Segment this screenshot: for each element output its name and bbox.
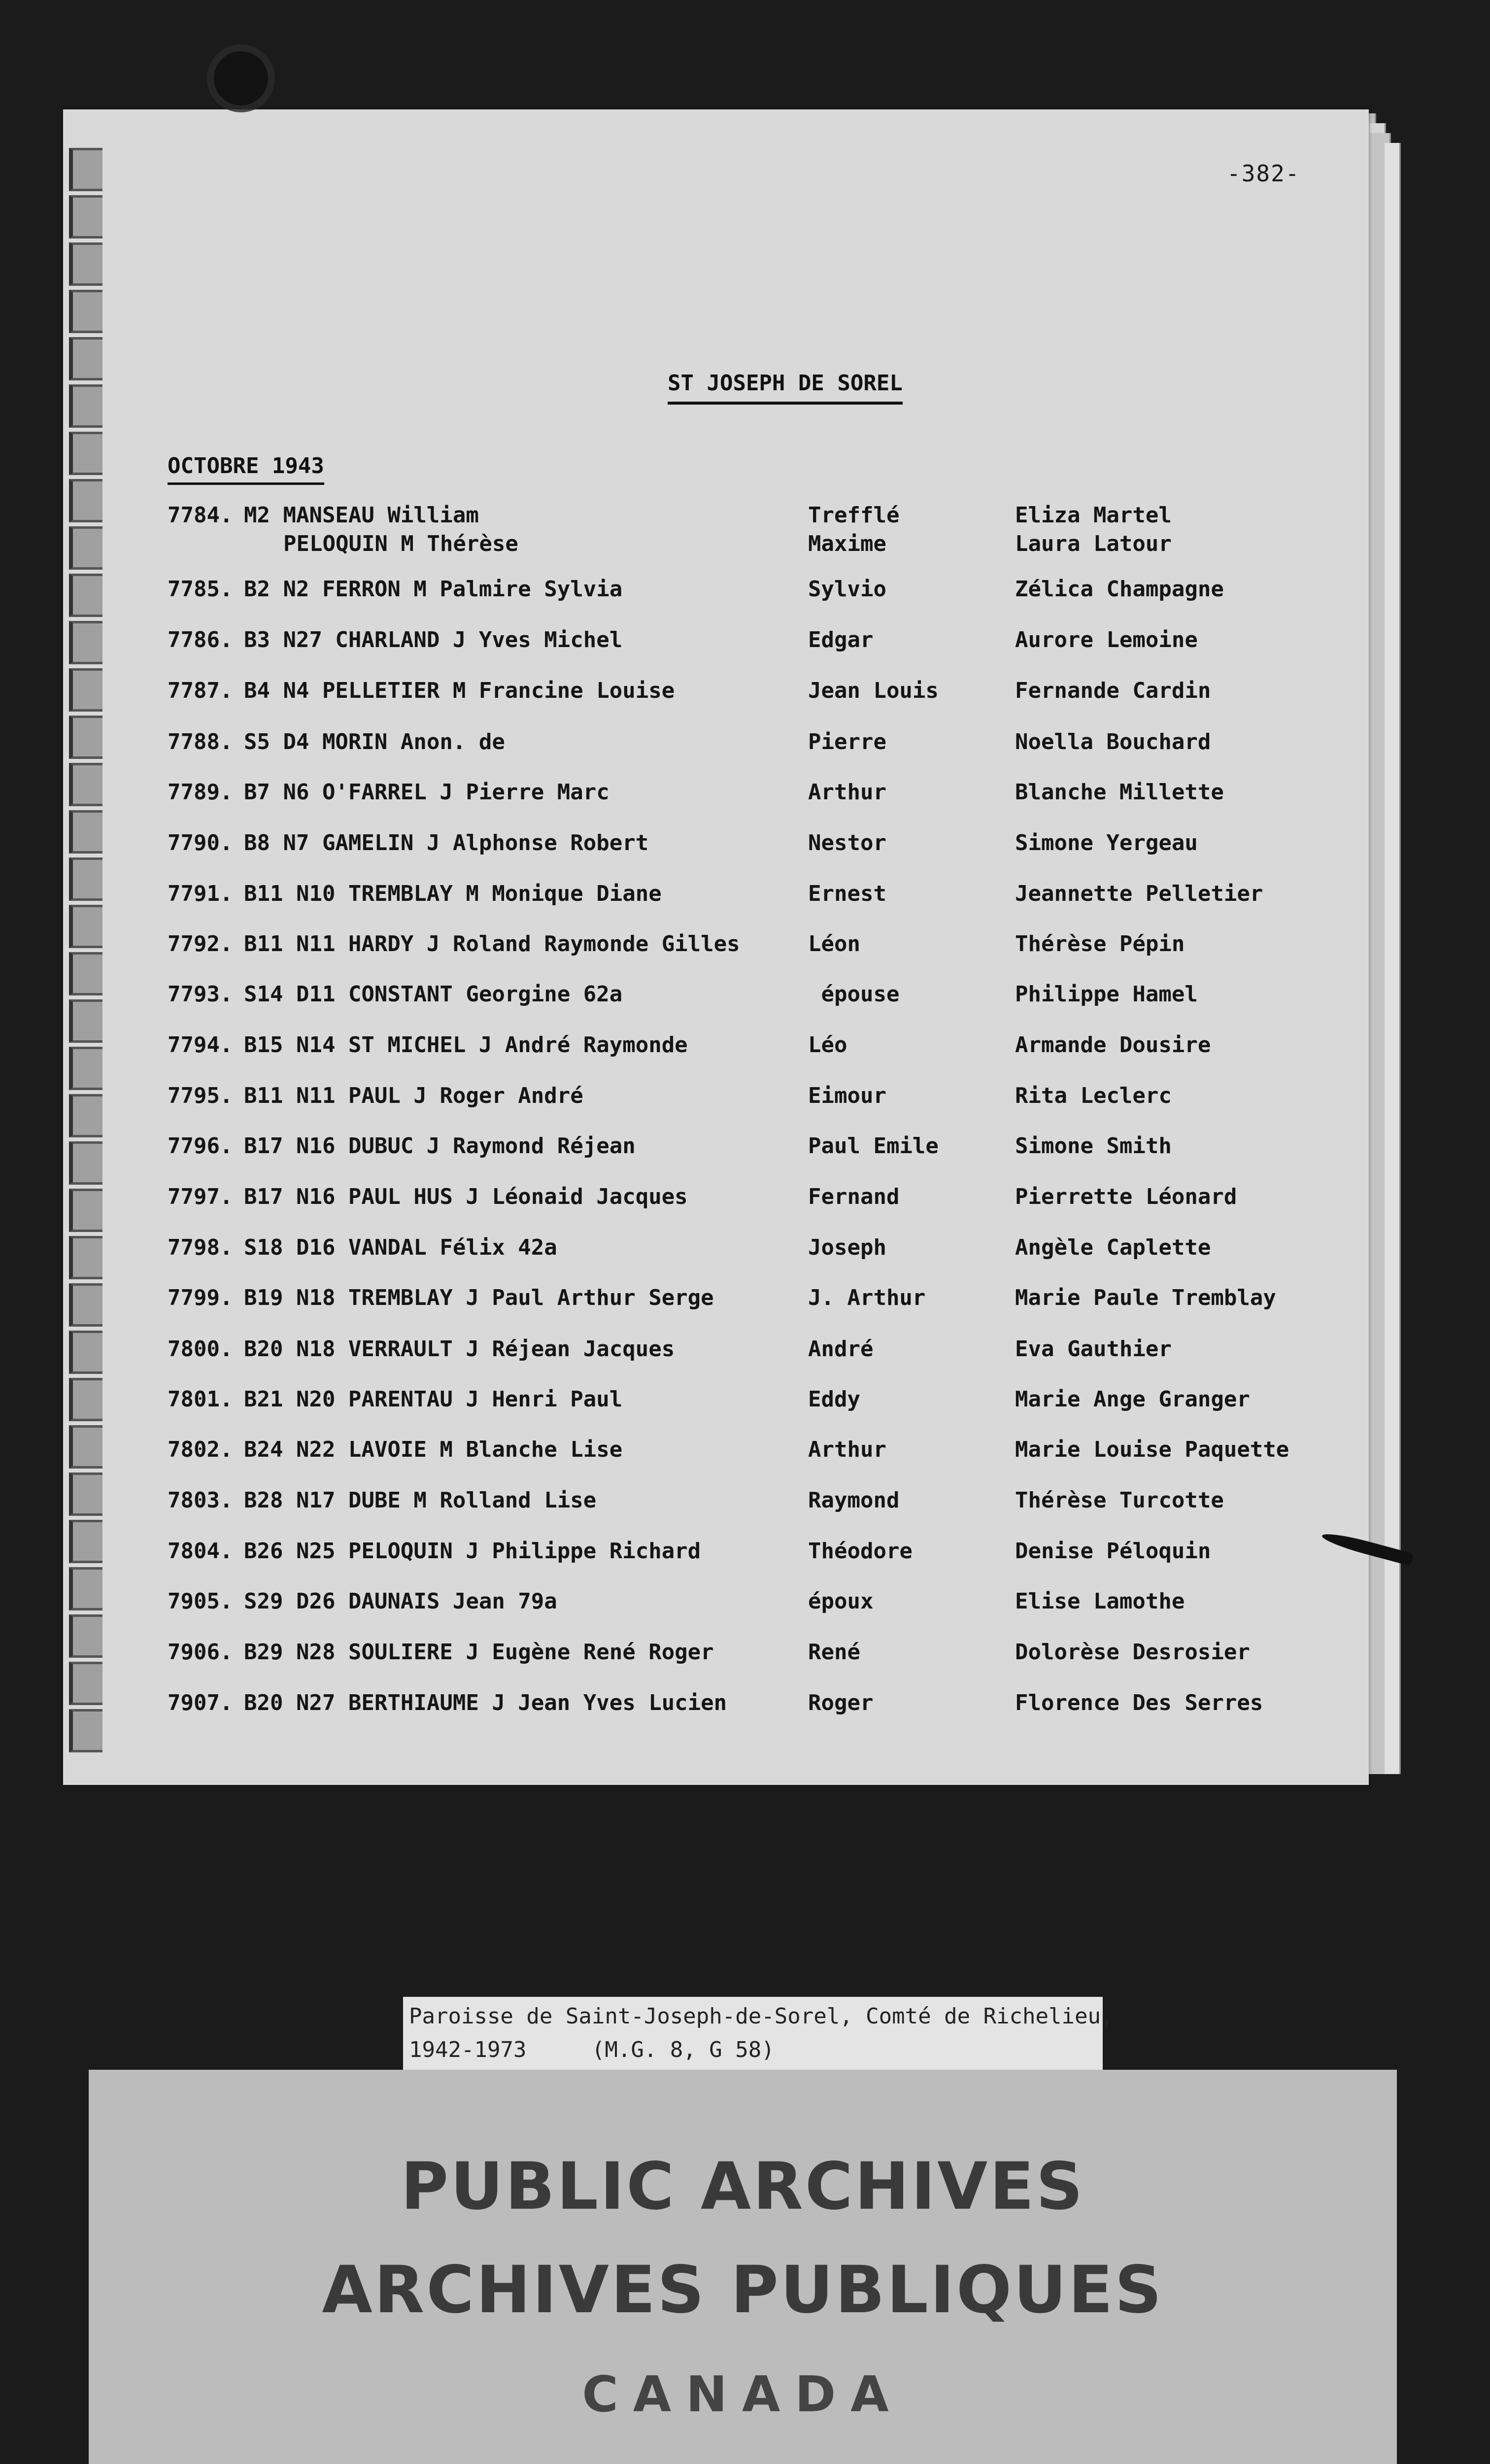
spiral-ring-icon	[69, 1283, 102, 1327]
entry-number: 7790.	[168, 830, 233, 856]
stamp-line-archives-publiques: ARCHIVES PUBLIQUES	[322, 2252, 1164, 2328]
entry-mother: Rita Leclerc	[1015, 1083, 1172, 1108]
entry-father: Trefflé	[808, 503, 900, 528]
entry-number: 7801.	[168, 1387, 233, 1412]
spiral-ring-icon	[69, 195, 102, 239]
entry-father: Eimour	[808, 1083, 886, 1108]
spiral-ring-icon	[69, 1141, 102, 1185]
entry-father: Arthur	[808, 780, 886, 805]
spiral-ring-icon	[69, 905, 102, 948]
spiral-ring-icon	[69, 384, 102, 428]
binder-hole-icon	[207, 44, 275, 112]
entry-record: B21 N20 PARENTAU J Henri Paul	[244, 1387, 623, 1412]
parish-heading: ST JOSEPH DE SOREL	[668, 371, 903, 405]
entry-father: Pierre	[808, 729, 886, 754]
entry-mother: Marie Ange Granger	[1015, 1387, 1250, 1412]
entry-mother: Pierrette Léonard	[1015, 1184, 1237, 1209]
entry-record: B17 N16 DUBUC J Raymond Réjean	[244, 1133, 636, 1159]
spiral-ring-icon	[69, 1425, 102, 1469]
entry-father: époux	[808, 1589, 874, 1614]
entry-number: 7800.	[168, 1336, 233, 1362]
entry-mother: Aurore Lemoine	[1015, 627, 1198, 652]
entry-number: 7788.	[168, 729, 233, 754]
entry-mother: Simone Smith	[1015, 1133, 1172, 1159]
entry-number: 7804.	[168, 1539, 233, 1564]
spiral-ring-icon	[69, 763, 102, 806]
page-number: -382-	[1227, 160, 1300, 187]
entry-record: B17 N16 PAUL HUS J Léonaid Jacques	[244, 1184, 688, 1209]
entry-mother-second-line: Laura Latour	[1015, 531, 1172, 556]
entry-number: 7786.	[168, 627, 233, 652]
entry-number: 7789.	[168, 780, 233, 805]
spiral-ring-icon	[69, 1331, 102, 1374]
entry-record: B7 N6 O'FARREL J Pierre Marc	[244, 780, 610, 805]
entry-number: 7795.	[168, 1083, 233, 1108]
spiral-ring-icon	[69, 1047, 102, 1090]
entry-record: B20 N27 BERTHIAUME J Jean Yves Lucien	[244, 1690, 727, 1715]
citation-label	[403, 1997, 1114, 2075]
entry-mother: Florence Des Serres	[1015, 1690, 1263, 1715]
entry-record: B24 N22 LAVOIE M Blanche Lise	[244, 1437, 623, 1462]
spiral-ring-icon	[69, 1614, 102, 1658]
spiral-ring-icon	[69, 1709, 102, 1752]
entry-number: 7784.	[168, 503, 233, 528]
entry-number: 7803.	[168, 1488, 233, 1513]
entry-mother: Dolorèse Desrosier	[1015, 1640, 1250, 1665]
entry-father: Théodore	[808, 1539, 913, 1564]
spiral-ring-icon	[69, 1189, 102, 1232]
citation-line-2: 1942-1973 (M.G. 8, G 58)	[409, 2037, 775, 2062]
entry-record: B3 N27 CHARLAND J Yves Michel	[244, 627, 623, 652]
entry-record: M2 MANSEAU William	[244, 503, 479, 528]
entry-mother: Jeannette Pelletier	[1015, 881, 1263, 906]
entry-father: épouse	[808, 982, 900, 1007]
entry-mother: Marie Louise Paquette	[1015, 1437, 1289, 1462]
entry-mother: Philippe Hamel	[1015, 982, 1198, 1007]
entry-mother: Elise Lamothe	[1015, 1589, 1185, 1614]
spiral-ring-icon	[69, 290, 102, 333]
entry-number: 7787.	[168, 678, 233, 703]
entry-record: B4 N4 PELLETIER M Francine Louise	[244, 678, 675, 703]
entry-father: Léon	[808, 931, 860, 957]
entry-father: Sylvio	[808, 577, 886, 602]
spiral-ring-icon	[69, 479, 102, 522]
spiral-ring-icon	[69, 810, 102, 854]
spiral-ring-icon	[69, 716, 102, 759]
entry-record: S18 D16 VANDAL Félix 42a	[244, 1235, 557, 1260]
entry-number: 7793.	[168, 982, 233, 1007]
page-stack-edge	[1385, 143, 1401, 1774]
entry-number: 7791.	[168, 881, 233, 906]
entry-mother: Eliza Martel	[1015, 503, 1172, 528]
entry-record: S5 D4 MORIN Anon. de	[244, 729, 505, 754]
spiral-ring-icon	[69, 1236, 102, 1279]
entry-father: Eddy	[808, 1387, 860, 1412]
entry-father: J. Arthur	[808, 1285, 926, 1310]
entry-record: S14 D11 CONSTANT Georgine 62a	[244, 982, 623, 1007]
spiral-ring-icon	[69, 432, 102, 475]
entry-number: 7906.	[168, 1640, 233, 1665]
spiral-ring-icon	[69, 857, 102, 901]
spiral-ring-icon	[69, 1567, 102, 1610]
spiral-ring-icon	[69, 1094, 102, 1137]
entry-number: 7802.	[168, 1437, 233, 1462]
entry-record: B19 N18 TREMBLAY J Paul Arthur Serge	[244, 1285, 714, 1310]
entry-record: B11 N10 TREMBLAY M Monique Diane	[244, 881, 662, 906]
entry-mother: Thérèse Turcotte	[1015, 1488, 1224, 1513]
entry-record-second-line: PELOQUIN M Thérèse	[283, 531, 518, 556]
entry-number: 7798.	[168, 1235, 233, 1260]
entry-father: Fernand	[808, 1184, 900, 1209]
entry-father: Arthur	[808, 1437, 886, 1462]
entry-record: B11 N11 PAUL J Roger André	[244, 1083, 583, 1108]
entry-father: Edgar	[808, 627, 874, 652]
entry-father: Nestor	[808, 830, 886, 856]
entry-mother: Denise Péloquin	[1015, 1539, 1211, 1564]
entry-father: Ernest	[808, 881, 886, 906]
entry-number: 7792.	[168, 931, 233, 957]
entry-mother: Armande Dousire	[1015, 1032, 1211, 1058]
entry-record: S29 D26 DAUNAIS Jean 79a	[244, 1589, 557, 1614]
entry-number: 7794.	[168, 1032, 233, 1058]
entry-number: 7796.	[168, 1133, 233, 1159]
spiral-ring-icon	[69, 1472, 102, 1516]
spiral-ring-icon	[69, 668, 102, 712]
entry-record: B11 N11 HARDY J Roland Raymonde Gilles	[244, 931, 740, 957]
citation-line-1: Paroisse de Saint-Joseph-de-Sorel, Comté de Richelieu,	[409, 2004, 1114, 2029]
entry-father: Roger	[808, 1690, 874, 1715]
entry-father: Joseph	[808, 1235, 886, 1260]
entry-record: B20 N18 VERRAULT J Réjean Jacques	[244, 1336, 675, 1362]
spiral-ring-icon	[69, 337, 102, 380]
spiral-ring-icon	[69, 242, 102, 286]
spiral-ring-icon	[69, 1662, 102, 1705]
entry-mother: Zélica Champagne	[1015, 577, 1224, 602]
entry-mother: Blanche Millette	[1015, 780, 1224, 805]
stamp-line-canada: CANADA	[582, 2365, 904, 2423]
entry-record: B15 N14 ST MICHEL J André Raymonde	[244, 1032, 688, 1058]
entry-father: Jean Louis	[808, 678, 939, 703]
entry-father: Léo	[808, 1032, 847, 1058]
entry-record: B26 N25 PELOQUIN J Philippe Richard	[244, 1539, 701, 1564]
entry-father: André	[808, 1336, 874, 1362]
entry-mother: Thérèse Pépin	[1015, 931, 1185, 957]
stamp-line-public-archives: PUBLIC ARCHIVES	[401, 2149, 1085, 2224]
spiral-ring-icon	[69, 148, 102, 191]
entry-father-second-line: Maxime	[808, 531, 886, 556]
entry-record: B29 N28 SOULIERE J Eugène René Roger	[244, 1640, 714, 1665]
entry-father: Paul Emile	[808, 1133, 939, 1159]
entry-mother: Fernande Cardin	[1015, 678, 1211, 703]
entry-mother: Angèle Caplette	[1015, 1235, 1211, 1260]
entry-record: B2 N2 FERRON M Palmire Sylvia	[244, 577, 623, 602]
spiral-ring-icon	[69, 1378, 102, 1421]
entry-mother: Marie Paule Tremblay	[1015, 1285, 1276, 1310]
entry-mother: Noella Bouchard	[1015, 729, 1211, 754]
entry-number: 7797.	[168, 1184, 233, 1209]
month-heading: OCTOBRE 1943	[168, 453, 324, 485]
entry-number: 7785.	[168, 577, 233, 602]
spiral-ring-icon	[69, 526, 102, 570]
entry-number: 7905.	[168, 1589, 233, 1614]
spiral-ring-icon	[69, 574, 102, 617]
archives-stamp	[89, 2070, 1397, 2464]
entry-record: B8 N7 GAMELIN J Alphonse Robert	[244, 830, 649, 856]
entry-number: 7799.	[168, 1285, 233, 1310]
spiral-ring-icon	[69, 999, 102, 1043]
entry-father: Raymond	[808, 1488, 900, 1513]
spiral-ring-icon	[69, 621, 102, 664]
spiral-binding	[63, 148, 102, 1774]
entry-mother: Simone Yergeau	[1015, 830, 1198, 856]
entry-number: 7907.	[168, 1690, 233, 1715]
spiral-ring-icon	[69, 952, 102, 995]
spiral-ring-icon	[69, 1520, 102, 1563]
entry-mother: Eva Gauthier	[1015, 1336, 1172, 1362]
entry-father: René	[808, 1640, 860, 1665]
entry-record: B28 N17 DUBE M Rolland Lise	[244, 1488, 597, 1513]
